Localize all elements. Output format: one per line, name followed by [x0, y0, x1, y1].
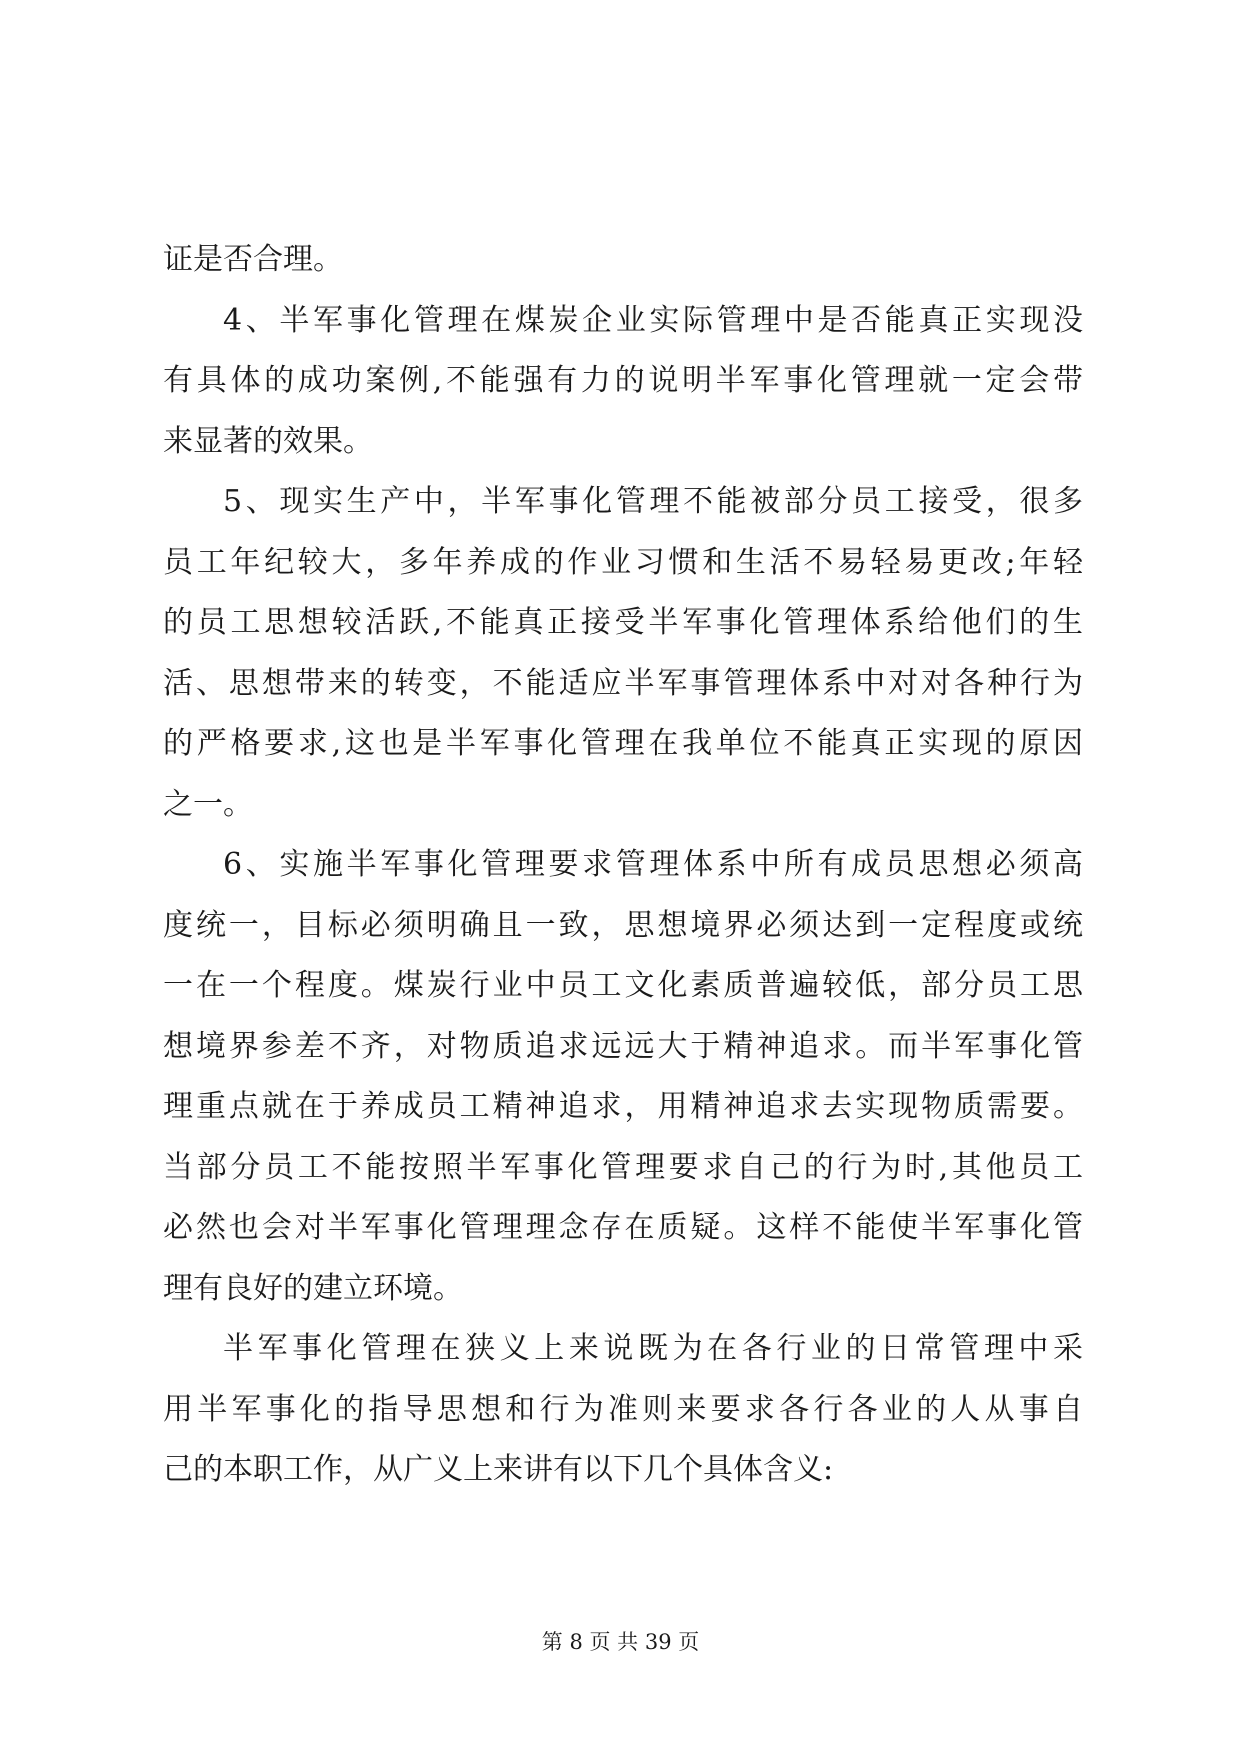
text-line: 必然也会对半军事化管理理念存在质疑。这样不能使半军事化管 [163, 1210, 1083, 1245]
text-line: 的严格要求,这也是半军事化管理在我单位不能真正实现的原因 [163, 726, 1083, 761]
page-body [163, 230, 1083, 1501]
paragraph [163, 1319, 1083, 1501]
text-line: 证是否合理。 [163, 242, 343, 277]
text-line: 理重点就在于养成员工精神追求，用精神追求去实现物质需要。 [163, 1089, 1083, 1124]
text-line: 来显著的效果。 [163, 423, 373, 459]
text-line: 6、实施半军事化管理要求管理体系中所有成员思想必须高 [223, 847, 1083, 882]
paragraph [163, 291, 1083, 473]
text-line: 半军事化管理在狭义上来说既为在各行业的日常管理中采 [223, 1331, 1083, 1366]
text-line: 己的本职工作，从广义上来讲有以下几个具体含义: [163, 1452, 834, 1487]
text-line: 之一。 [163, 786, 253, 822]
text-line: 的员工思想较活跃,不能真正接受半军事化管理体系给他们的生 [163, 605, 1083, 640]
paragraph [163, 835, 1083, 1319]
text-line: 当部分员工不能按照半军事化管理要求自己的行为时,其他员工 [163, 1149, 1083, 1185]
text-line: 一在一个程度。煤炭行业中员工文化素质普遍较低，部分员工思 [163, 968, 1083, 1003]
text-line: 用半军事化的指导思想和行为准则来要求各行各业的人从事自 [163, 1391, 1083, 1427]
text-line: 活、思想带来的转变，不能适应半军事管理体系中对对各种行为 [163, 665, 1083, 701]
text-line: 有具体的成功案例,不能强有力的说明半军事化管理就一定会带 [163, 363, 1083, 398]
text-line: 5、现实生产中，半军事化管理不能被部分员工接受，很多 [223, 484, 1083, 519]
page-footer: 第 8 页 共 39 页 [541, 1630, 700, 1654]
paragraph [163, 472, 1083, 835]
text-line: 4、半军事化管理在煤炭企业实际管理中是否能真正实现没 [223, 302, 1083, 338]
text-line: 员工年纪较大，多年养成的作业习惯和生活不易轻易更改;年轻 [163, 544, 1083, 580]
text-line: 想境界参差不齐，对物质追求远远大于精神追求。而半军事化管 [163, 1028, 1083, 1064]
text-line: 度统一，目标必须明确且一致，思想境界必须达到一定程度或统 [163, 907, 1083, 943]
paragraph [163, 230, 1083, 291]
text-line: 理有良好的建立环境。 [163, 1270, 463, 1306]
